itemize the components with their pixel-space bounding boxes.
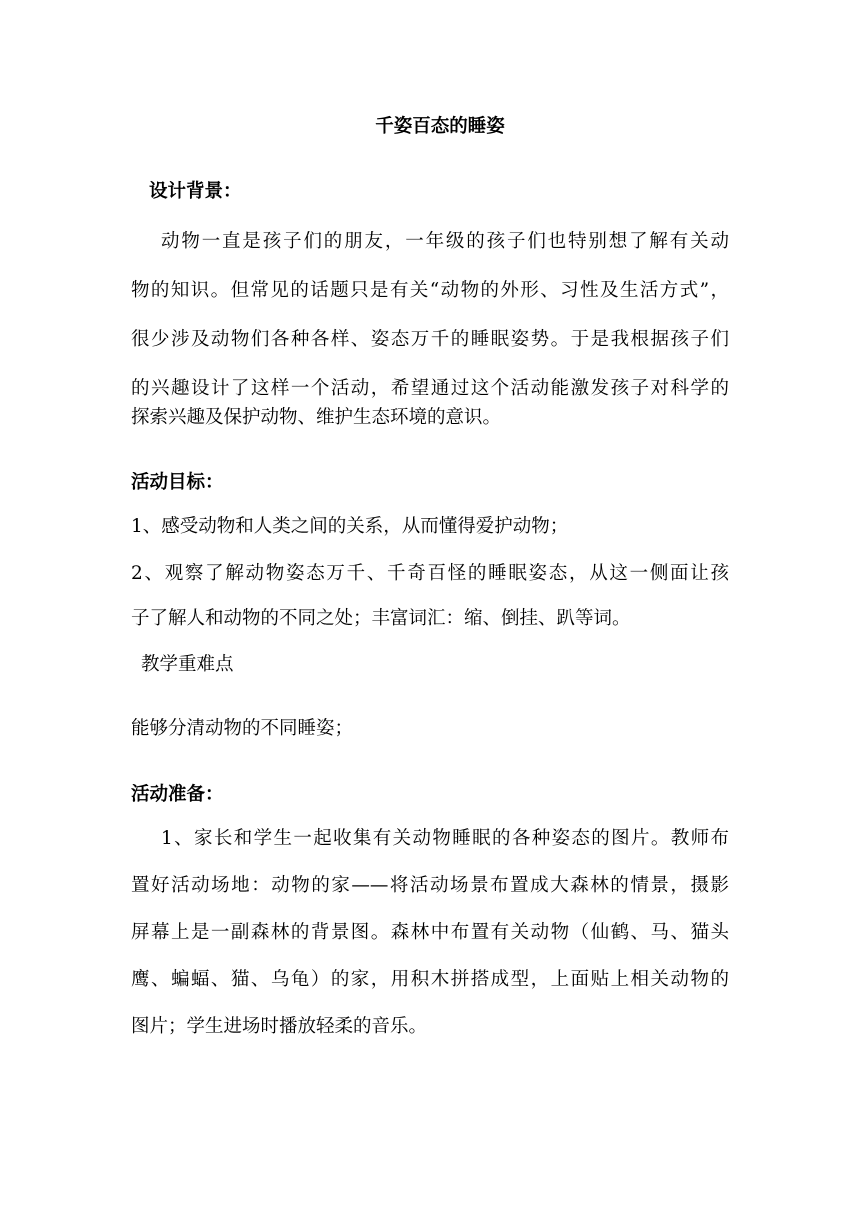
preparation-line: 鹰、蝙蝠、猫、乌龟）的家，用积木拼搭成型，上面贴上相关动物的	[131, 969, 729, 990]
keypoints-heading: 教学重难点	[141, 654, 234, 675]
background-line: 动物一直是孩子们的朋友，一年级的孩子们也特别想了解有关动	[161, 231, 729, 252]
background-line: 物的知识。但常见的话题只是有关“动物的外形、习性及生活方式”，	[131, 280, 729, 301]
goal-item: 1、感受动物和人类之间的关系，从而懂得爱护动物；	[131, 516, 569, 537]
keypoint-item: 能够分清动物的不同睡姿；	[131, 718, 354, 739]
document-title: 千姿百态的睡姿	[375, 116, 505, 137]
preparation-line: 1、家长和学生一起收集有关动物睡眠的各种姿态的图片。教师布	[161, 828, 729, 849]
preparation-line: 屏幕上是一副森林的背景图。森林中布置有关动物（仙鹤、马、猫头	[131, 922, 729, 943]
goals-heading: 活动目标：	[131, 472, 224, 493]
background-heading: 设计背景：	[149, 181, 242, 202]
preparation-heading: 活动准备：	[131, 784, 224, 805]
preparation-line: 图片；学生进场时播放轻柔的音乐。	[131, 1016, 428, 1037]
preparation-line: 置好活动场地：动物的家——将活动场景布置成大森林的情景，摄影	[131, 875, 729, 896]
background-line: 的兴趣设计了这样一个活动，希望通过这个活动能激发孩子对科学的	[131, 378, 729, 399]
goal-item: 子了解人和动物的不同之处；丰富词汇：缩、倒挂、趴等词。	[131, 608, 631, 629]
background-line: 很少涉及动物们各种各样、姿态万千的睡眠姿势。于是我根据孩子们	[131, 329, 729, 350]
goal-item: 2、观察了解动物姿态万千、千奇百怪的睡眠姿态，从这一侧面让孩	[131, 563, 729, 584]
background-line: 探索兴趣及保护动物、维护生态环境的意识。	[131, 407, 502, 428]
